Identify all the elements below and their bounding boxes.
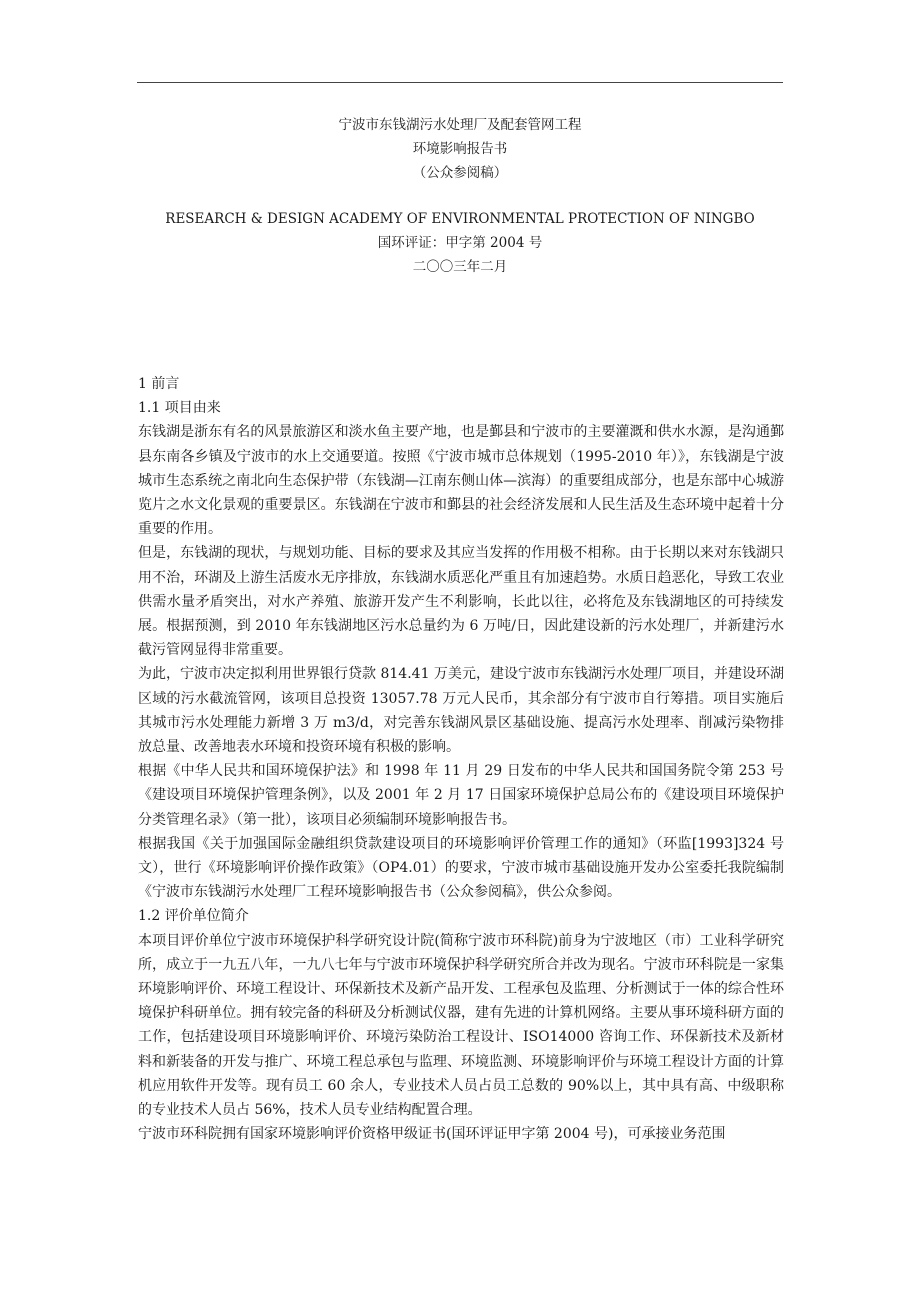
paragraph: 本项目评价单位宁波市环境保护科学研究设计院(简称宁波市环科院)前身为宁波地区（市）工业科学研究所，成立于一九五八年，一九八七年与宁波市环境保护科学研究所合并改为现名。宁波市环科院是一家集环境影响评价、环境工程设计、环保新技术及新产品开发、工程承包及监理、分析测试于一体的综合性环境保护科研单位。拥有较完备的科研及分析测试仪器，建有先进的计算机网络。主要从事环境科研方面的工作，包括建设项目环境影响评价、环境污染防治工程设计、ISO14000 咨询工作、环保新技术及新材料和新装备的开发与推广、环境工程总承包与监理、环境监测、环境影响评价与环境工程设计方面的计算机应用软件开发等。现有员工 60 余人，专业技术人员占员工总数的 90%以上，其中具有高、中级职称的专业技术人员占 56%，技术人员专业结构配置合理。 [138,932,784,1119]
institute-name-en: RESEARCH & DESIGN ACADEMY OF ENVIRONMENTAL PROTECTION OF NINGBO [165,211,755,227]
paragraph: 东钱湖是浙东有名的风景旅游区和淡水鱼主要产地，也是鄞县和宁波市的主要灌溉和供水水源，是沟通鄞县东南各乡镇及宁波市的水上交通要道。按照《宁波市城市总体规划（1995-2010 年）》，东钱湖是宁波城市生态系统之南北向生态保护带（东钱湖—江南东侧山体—滨海）的重要组成部分，也是东部中心城游览片之水文化景观的重要景区。东钱湖在宁波市和鄞县的社会经济发展和人民生活及生态环境中起着十分重要的作用。 [138,424,784,538]
paragraph: 为此，宁波市决定拟利用世界银行贷款 814.41 万美元，建设宁波市东钱湖污水处理厂项目，并建设环湖区域的污水截流管网，该项目总投资 13057.78 万元人民币，其余部分有宁波市自行筹措。项目实施后其城市污水处理能力新增 3 万 m3/d，对完善东钱湖风景区基础设施、提高污水处理率、削减污染物排放总量、改善地表水环境和投资环境有积极的影响。 [138,666,784,756]
section-heading: 1 前言 [138,376,180,392]
certificate-number: 国环评证：甲字第 2004 号 [377,235,543,251]
report-title-line3: （公众参阅稿） [412,165,508,181]
paragraph: 根据我国《关于加强国际金融组织贷款建设项目的环境影响评价管理工作的通知》（环监[1993]324 号文），世行《环境影响评价操作政策》（OP4.01）的要求，宁波市城市基础设施开发办公室委托我院编制《宁波市东钱湖污水处理厂工程环境影响报告书（公众参阅稿》，供公众参阅。 [138,835,784,901]
paragraph: 根据《中华人民共和国环境保护法》和 1998 年 11 月 29 日发布的中华人民共和国国务院令第 253 号 《建设项目环境保护管理条例》，以及 2001 年 2 月 17 日国家环境保护总局公布的《建设项目环境保护分类管理名录》（第一批），该项目必须编制环境影响报告书。 [138,763,784,828]
section-heading: 1.2 评价单位简介 [138,908,249,925]
section-heading: 1.1 项目由来 [138,400,221,417]
paragraph: 但是，东钱湖的现状，与规划功能、目标的要求及其应当发挥的作用极不相称。由于长期以来对东钱湖只用不治，环湖及上游生活废水无序排放，东钱湖水质恶化严重且有加速趋势。水质日趋恶化，导致工农业供需水量矛盾突出，对水产养殖、旅游开发产生不利影响，长此以往，必将危及东钱湖地区的可持续发展。根据预测，到 2010 年东钱湖地区污水总量约为 6 万吨/日，因此建设新的污水处理厂，并新建污水截污管网显得非常重要。 [138,545,784,659]
report-title-line2: 环境影响报告书 [412,141,508,157]
report-body [138,372,784,1147]
paragraph: 宁波市环科院拥有国家环境影响评价资格甲级证书(国环评证甲字第 2004 号)，可承接业务范围 [138,1126,726,1143]
report-title-line1: 宁波市东钱湖污水处理厂及配套管网工程 [338,117,582,133]
header-rule [137,82,783,83]
report-date: 二〇〇三年二月 [412,259,508,275]
